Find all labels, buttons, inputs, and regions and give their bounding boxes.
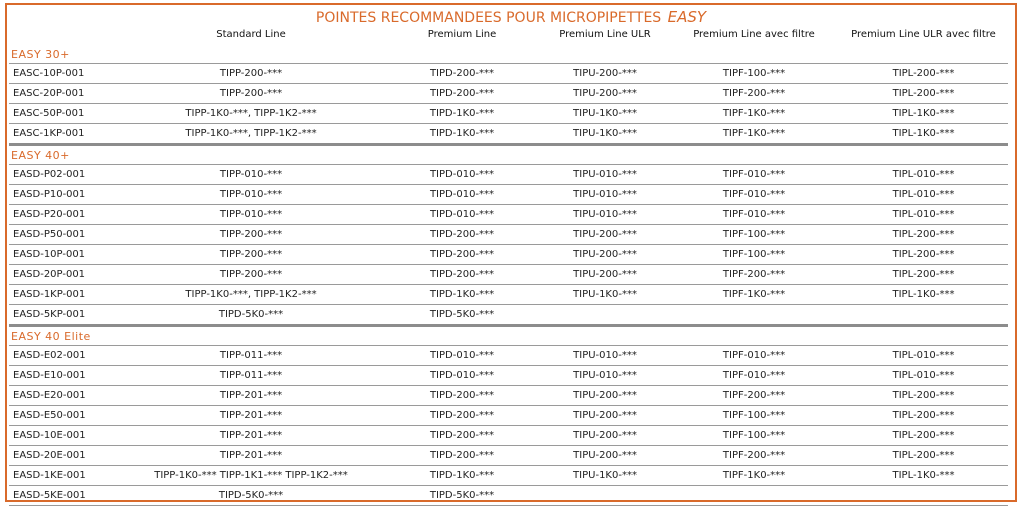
tips-table — [9, 24, 1008, 506]
premium-line-cell: TIPD-200-*** — [383, 265, 541, 285]
premium-line-cell: TIPD-200-*** — [383, 245, 541, 265]
premium-line-cell: TIPD-200-*** — [383, 64, 541, 84]
premium-filter-cell: TIPF-100-*** — [669, 406, 839, 426]
premium-ulr-cell: TIPU-010-*** — [541, 165, 669, 185]
model-cell: EASD-10E-001 — [9, 426, 119, 446]
group-title: EASY 30+ — [9, 45, 1008, 64]
premium-filter-cell — [669, 486, 839, 506]
model-cell: EASD-5KP-001 — [9, 305, 119, 326]
title-brand: EASY — [667, 8, 707, 26]
premium-filter-cell: TIPF-200-*** — [669, 265, 839, 285]
premium-ulr-filter-cell: TIPL-200-*** — [839, 225, 1008, 245]
standard-line-cell: TIPP-201-*** — [119, 406, 383, 426]
premium-line-cell: TIPD-200-*** — [383, 446, 541, 466]
premium-filter-cell: TIPF-200-*** — [669, 386, 839, 406]
model-cell: EASD-20E-001 — [9, 446, 119, 466]
model-cell: EASC-20P-001 — [9, 84, 119, 104]
standard-line-cell: TIPP-200-*** — [119, 64, 383, 84]
premium-line-cell: TIPD-200-*** — [383, 386, 541, 406]
table-row — [9, 386, 1008, 406]
model-cell: EASC-1KP-001 — [9, 124, 119, 145]
standard-line-cell: TIPP-1K0-***, TIPP-1K2-*** — [119, 285, 383, 305]
premium-ulr-cell: TIPU-200-*** — [541, 406, 669, 426]
premium-ulr-filter-cell: TIPL-200-*** — [839, 426, 1008, 446]
premium-ulr-filter-cell: TIPL-200-*** — [839, 64, 1008, 84]
premium-ulr-cell: TIPU-200-*** — [541, 225, 669, 245]
premium-ulr-cell: TIPU-200-*** — [541, 64, 669, 84]
model-cell: EASD-20P-001 — [9, 265, 119, 285]
premium-ulr-filter-cell: TIPL-010-*** — [839, 185, 1008, 205]
table-row — [9, 165, 1008, 185]
premium-ulr-filter-cell: TIPL-200-*** — [839, 406, 1008, 426]
model-cell: EASD-E20-001 — [9, 386, 119, 406]
model-cell: EASD-1KP-001 — [9, 285, 119, 305]
table-row — [9, 265, 1008, 285]
table-row — [9, 84, 1008, 104]
table-row — [9, 346, 1008, 366]
group-title: EASY 40 Elite — [9, 326, 1008, 346]
premium-line-cell: TIPD-200-*** — [383, 84, 541, 104]
standard-line-cell: TIPD-5K0-*** — [119, 305, 383, 326]
premium-filter-cell: TIPF-010-*** — [669, 185, 839, 205]
premium-filter-cell: TIPF-1K0-*** — [669, 104, 839, 124]
premium-ulr-filter-cell: TIPL-200-*** — [839, 386, 1008, 406]
column-header-premium-ulr-filter: Premium Line ULR avec filtre — [851, 29, 996, 40]
standard-line-cell: TIPP-011-*** — [119, 346, 383, 366]
table-row — [9, 245, 1008, 265]
premium-line-cell: TIPD-010-*** — [383, 346, 541, 366]
premium-ulr-filter-cell: TIPL-200-*** — [839, 265, 1008, 285]
table-body — [9, 45, 1008, 506]
table-row — [9, 305, 1008, 326]
table-row — [9, 205, 1008, 225]
model-cell: EASC-10P-001 — [9, 64, 119, 84]
table-row — [9, 185, 1008, 205]
premium-filter-cell: TIPF-1K0-*** — [669, 124, 839, 145]
model-cell: EASD-P20-001 — [9, 205, 119, 225]
premium-ulr-cell: TIPU-200-*** — [541, 386, 669, 406]
premium-filter-cell: TIPF-200-*** — [669, 84, 839, 104]
model-cell: EASC-50P-001 — [9, 104, 119, 124]
premium-filter-cell: TIPF-100-*** — [669, 64, 839, 84]
premium-ulr-cell — [541, 486, 669, 506]
premium-ulr-filter-cell: TIPL-1K0-*** — [839, 104, 1008, 124]
premium-line-cell: TIPD-200-*** — [383, 225, 541, 245]
model-cell: EASD-E10-001 — [9, 366, 119, 386]
premium-filter-cell: TIPF-010-*** — [669, 346, 839, 366]
standard-line-cell: TIPP-010-*** — [119, 165, 383, 185]
premium-ulr-cell — [541, 305, 669, 326]
standard-line-cell: TIPP-011-*** — [119, 366, 383, 386]
table-row — [9, 104, 1008, 124]
premium-ulr-cell: TIPU-200-*** — [541, 446, 669, 466]
standard-line-cell: TIPP-1K0-***, TIPP-1K2-*** — [119, 104, 383, 124]
standard-line-cell: TIPP-1K0-*** TIPP-1K1-*** TIPP-1K2-*** — [119, 466, 383, 486]
premium-ulr-filter-cell: TIPL-1K0-*** — [839, 124, 1008, 145]
premium-line-cell: TIPD-010-*** — [383, 165, 541, 185]
premium-line-cell: TIPD-1K0-*** — [383, 124, 541, 145]
premium-ulr-cell: TIPU-1K0-*** — [541, 466, 669, 486]
premium-ulr-filter-cell: TIPL-010-*** — [839, 346, 1008, 366]
group-header-row — [9, 45, 1008, 64]
model-cell: EASD-E02-001 — [9, 346, 119, 366]
premium-line-cell: TIPD-010-*** — [383, 366, 541, 386]
title-text: POINTES RECOMMANDEES POUR MICROPIPETTES — [315, 10, 662, 26]
model-cell: EASD-E50-001 — [9, 406, 119, 426]
premium-ulr-cell: TIPU-1K0-*** — [541, 104, 669, 124]
column-header-premium-ulr: Premium Line ULR — [559, 29, 651, 40]
table-row — [9, 426, 1008, 446]
table-row — [9, 64, 1008, 84]
premium-ulr-filter-cell: TIPL-200-*** — [839, 446, 1008, 466]
premium-ulr-filter-cell: TIPL-010-*** — [839, 366, 1008, 386]
premium-filter-cell: TIPF-100-*** — [669, 225, 839, 245]
premium-line-cell: TIPD-1K0-*** — [383, 104, 541, 124]
model-cell: EASD-1KE-001 — [9, 466, 119, 486]
premium-line-cell: TIPD-010-*** — [383, 185, 541, 205]
table-row — [9, 466, 1008, 486]
standard-line-cell: TIPP-010-*** — [119, 185, 383, 205]
standard-line-cell: TIPP-200-*** — [119, 265, 383, 285]
table-row — [9, 225, 1008, 245]
column-header-standard: Standard Line — [216, 29, 286, 40]
premium-ulr-cell: TIPU-200-*** — [541, 426, 669, 446]
premium-ulr-filter-cell — [839, 486, 1008, 506]
premium-ulr-filter-cell — [839, 305, 1008, 326]
premium-ulr-cell: TIPU-010-*** — [541, 346, 669, 366]
group-header-row — [9, 326, 1008, 346]
standard-line-cell: TIPP-200-*** — [119, 84, 383, 104]
premium-ulr-cell: TIPU-1K0-*** — [541, 285, 669, 305]
premium-ulr-filter-cell: TIPL-200-*** — [839, 245, 1008, 265]
premium-ulr-cell: TIPU-200-*** — [541, 84, 669, 104]
standard-line-cell: TIPP-201-*** — [119, 426, 383, 446]
premium-filter-cell: TIPF-1K0-*** — [669, 285, 839, 305]
standard-line-cell: TIPP-200-*** — [119, 245, 383, 265]
group-header-row — [9, 145, 1008, 165]
table-row — [9, 285, 1008, 305]
premium-filter-cell: TIPF-010-*** — [669, 205, 839, 225]
premium-ulr-cell: TIPU-010-*** — [541, 185, 669, 205]
premium-line-cell: TIPD-1K0-*** — [383, 466, 541, 486]
column-header-model — [9, 24, 119, 45]
premium-ulr-filter-cell: TIPL-1K0-*** — [839, 466, 1008, 486]
standard-line-cell: TIPP-201-*** — [119, 386, 383, 406]
model-cell: EASD-P02-001 — [9, 165, 119, 185]
table-row — [9, 406, 1008, 426]
premium-filter-cell — [669, 305, 839, 326]
column-header-premium-filter: Premium Line avec filtre — [693, 29, 815, 40]
premium-ulr-filter-cell: TIPL-1K0-*** — [839, 285, 1008, 305]
premium-ulr-filter-cell: TIPL-010-*** — [839, 205, 1008, 225]
standard-line-cell: TIPP-1K0-***, TIPP-1K2-*** — [119, 124, 383, 145]
premium-line-cell: TIPD-5K0-*** — [383, 305, 541, 326]
standard-line-cell: TIPD-5K0-*** — [119, 486, 383, 506]
premium-line-cell: TIPD-1K0-*** — [383, 285, 541, 305]
premium-ulr-filter-cell: TIPL-010-*** — [839, 165, 1008, 185]
premium-filter-cell: TIPF-200-*** — [669, 446, 839, 466]
premium-filter-cell: TIPF-100-*** — [669, 426, 839, 446]
premium-filter-cell: TIPF-010-*** — [669, 165, 839, 185]
premium-ulr-cell: TIPU-010-*** — [541, 205, 669, 225]
premium-ulr-cell: TIPU-200-*** — [541, 245, 669, 265]
premium-filter-cell: TIPF-1K0-*** — [669, 466, 839, 486]
model-cell: EASD-10P-001 — [9, 245, 119, 265]
model-cell: EASD-P10-001 — [9, 185, 119, 205]
premium-line-cell: TIPD-5K0-*** — [383, 486, 541, 506]
premium-ulr-filter-cell: TIPL-200-*** — [839, 84, 1008, 104]
premium-ulr-cell: TIPU-1K0-*** — [541, 124, 669, 145]
standard-line-cell: TIPP-201-*** — [119, 446, 383, 466]
premium-line-cell: TIPD-200-*** — [383, 426, 541, 446]
premium-ulr-cell: TIPU-200-*** — [541, 265, 669, 285]
model-cell: EASD-5KE-001 — [9, 486, 119, 506]
premium-filter-cell: TIPF-010-*** — [669, 366, 839, 386]
table-row — [9, 366, 1008, 386]
premium-line-cell: TIPD-010-*** — [383, 205, 541, 225]
table-row — [9, 124, 1008, 145]
group-title: EASY 40+ — [9, 145, 1008, 165]
table-row — [9, 486, 1008, 506]
premium-line-cell: TIPD-200-*** — [383, 406, 541, 426]
model-cell: EASD-P50-001 — [9, 225, 119, 245]
premium-ulr-cell: TIPU-010-*** — [541, 366, 669, 386]
table-row — [9, 446, 1008, 466]
header-row — [9, 24, 1008, 45]
column-header-premium: Premium Line — [427, 29, 497, 40]
premium-filter-cell: TIPF-100-*** — [669, 245, 839, 265]
standard-line-cell: TIPP-200-*** — [119, 225, 383, 245]
standard-line-cell: TIPP-010-*** — [119, 205, 383, 225]
